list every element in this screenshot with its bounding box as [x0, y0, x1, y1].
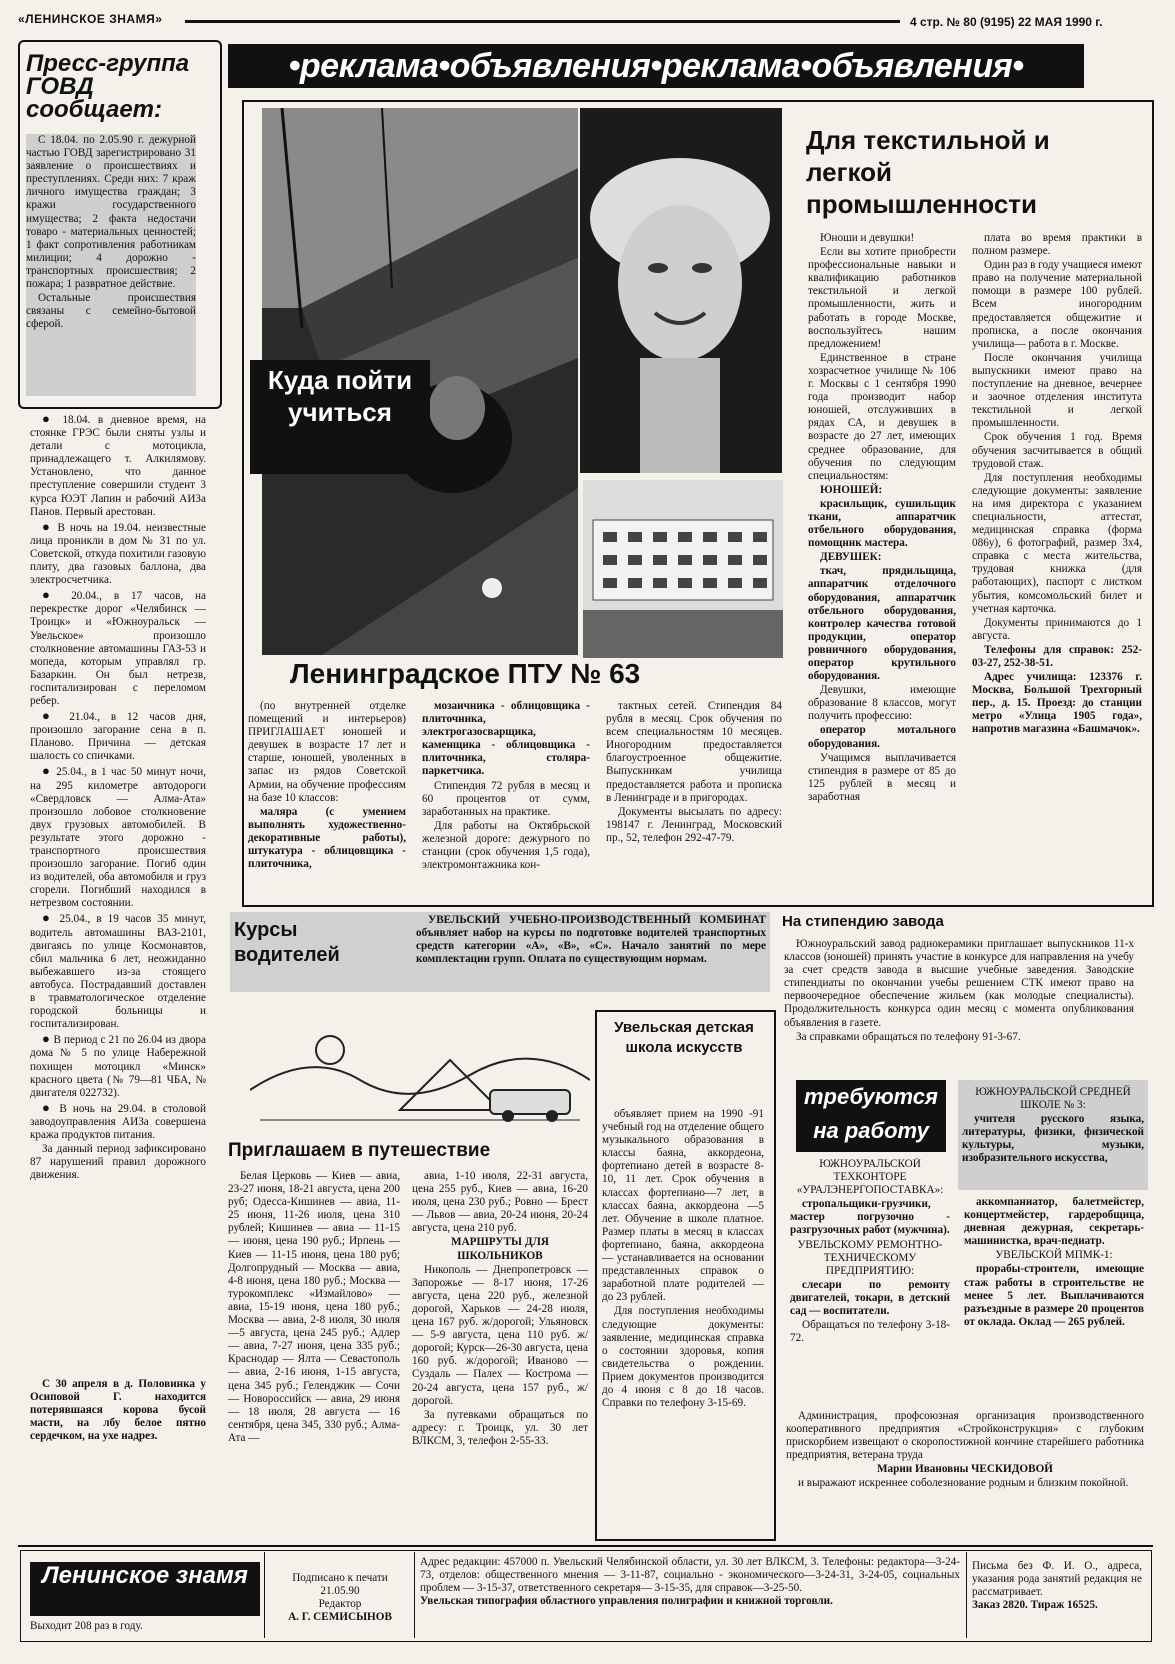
- pty-p: маляра (с умением выполнять художественно-декоративные работы), штукатура - облицовщика - плиточника,: [248, 805, 406, 871]
- lost-cow-notice: [30, 1378, 206, 1444]
- photo-building: [583, 480, 783, 658]
- signed-date: Подписано к печати 21.05.90: [292, 1572, 388, 1598]
- footer-freq: Выходит 208 раз в году.: [30, 1620, 143, 1632]
- footer-signed: [272, 1572, 408, 1624]
- pty-col1: [248, 700, 406, 896]
- travel-col2: [412, 1170, 588, 1540]
- press-summary: За данный период зафиксировано 87 нарушений правил дорожного движения.: [30, 1143, 206, 1182]
- jobs-p: аккомпаниатор, балетмейстер, концертмейстер, гардеробщица, дневная дежурная, секретарь-машинистка, врач-педиатр.: [964, 1196, 1144, 1248]
- jobs-school: [962, 1086, 1144, 1167]
- pty-title: Ленинградское ПТУ № 63: [290, 658, 641, 689]
- textile-p: оператор мотального оборудования.: [808, 724, 956, 750]
- footer-address: [420, 1556, 960, 1608]
- stipend-text: [784, 938, 1134, 1045]
- jobs-p: Обращаться по телефону 3-18-72.: [790, 1319, 950, 1345]
- textile-p: Документы принимаются до 1 августа.: [972, 616, 1142, 642]
- travel-school-heading: МАРШРУТЫ ДЛЯ ШКОЛЬНИКОВ: [451, 1236, 549, 1262]
- art-p: Для поступления необходимы следующие документы: заявление, медицинская справка о состоянии здоровья, копия свидетельства о рождении. Прием документов производится до 4 июня с 8 до 18 часов. Справки по телефону 3-15-69.: [602, 1305, 764, 1410]
- jobs-p: прорабы-строители, имеющие стаж работы в строительстве не менее 5 лет. Выплачиваются разъездные в размере 20 процентов от оклада. Оклад — 265 рублей.: [964, 1263, 1144, 1328]
- obituary: [786, 1410, 1144, 1492]
- art-p: объявляет прием на 1990 -91 учебный год на отделение общего музыкального образования в классы баяна, аккордеона, фортепиано детей в возрасте 8-10, 11 лет. Срок обучения в классах фортепиано—7 лет, в классах баяна, аккордеона —5 лет. Обучение в школе платное. Размер платы в месяц в классах фортепиано, баяна, аккордеона — устанавливается на основании представленных справок о заработной плате родителей — до 23 рублей.: [602, 1108, 764, 1304]
- textile-boys-label: ЮНОШЕЙ:: [820, 483, 883, 496]
- press-title: Пресс-группа ГОВД сообщает:: [26, 50, 190, 123]
- travel-col1: [228, 1170, 400, 1540]
- footer-divider: [966, 1552, 967, 1638]
- ads-banner: •реклама•объявления•реклама•объявления•: [228, 44, 1084, 88]
- textile-p: После окончания училища выпускники имеют право на поступление на дневное, вечернее и заочное отделения института текстильной и легкой промышленности.: [972, 351, 1142, 430]
- textile-p: Девушки, имеющие образование 8 классов, могут получить профессию:: [808, 684, 956, 723]
- press-item: ● 25.04., в 19 часов 35 минут, водитель автомашины ВАЗ-2101, двигаясь по улице Космонавтов, сбил мальчика 6 лет, неожиданно выбежавшего из-за стоящего автобуса. Пострадавший доставлен в травматологическое отделение городской больницы и госпитализирован.: [30, 910, 206, 1031]
- footer-rule: [18, 1545, 1153, 1547]
- kuda-pojti-label: Куда пойти учиться: [250, 360, 430, 474]
- travel-p: авиа, 1-10 июля, 22-31 августа, цена 255 руб., Киев — авиа, 16-20 июля, цена 230 руб.; Ровно — Брест — Львов — авиа, 20-24 июня, 20-24 августа, цена 210 руб.: [412, 1170, 588, 1235]
- jobs-col1: [790, 1158, 950, 1398]
- obit-name: Марии Ивановны ЧЕСКИДОВОЙ: [876, 1463, 1053, 1476]
- photo-girl: [580, 108, 782, 473]
- jobs-p: стропальщики-грузчики, мастер погрузочно - разгрузочных работ (мужчина).: [790, 1198, 950, 1237]
- textile-girls-label: ДЕВУШЕК:: [820, 551, 882, 564]
- jobs-p: ЮЖНОУРАЛЬСКОЙ ТЕХКОНТОРЕ «УРАЛЭНЕРГОПОСТАВКА»:: [796, 1158, 944, 1197]
- press-lead: С 18.04. по 2.05.90 г. дежурной частью ГОВД зарегистрировано 31 заявление о происшествиях и преступлениях. Среди них: 7 краж личного имущества граждан; 3 кражи государственного имущества; 2 факта недостачи товаро - материальных ценностей; 1 факт сопротивления работникам милиции; 4 дорожно - транспортных происшествия; 2 пожара; 1 развратное действие.: [26, 134, 196, 291]
- footer-divider: [414, 1552, 415, 1638]
- obit-p: и выражают искреннее соболезнование родным и близким покойной.: [798, 1477, 1129, 1490]
- newspaper-logo: Ленинское знамя: [30, 1562, 260, 1616]
- textile-phones: Телефоны для справок: 252-03-27, 252-38-51.: [972, 643, 1142, 669]
- pty-col3: [606, 700, 782, 896]
- stipend-phone: За справками обращаться по телефону 91-3-67.: [796, 1030, 1021, 1043]
- press-lead-bg: [26, 134, 196, 396]
- editorial-address: Адрес редакции: 457000 п. Увельский Челябинской области, ул. 30 лет ВЛКСМ, 3. Телефоны: редактора—3-24-73, отделов: общественного мнения — 3-11-87, социально - экономического—3-24-31, 3-24-05, социальных проблем — 3-15-37, ответственного секретаря— 3-15-35, для справок—3-25-50.: [420, 1556, 960, 1595]
- kursy-p: УВЕЛЬСКИЙ УЧЕБНО-ПРОИЗВОДСТВЕННЫЙ КОМБИНАТ объявляет набор на курсы по подготовке водителей транспортных средств категории «А», «В», «С». Начало занятий по мере комплектации групп. Оплата по существующим нормам.: [416, 914, 766, 966]
- textile-title: Для текстильной и легкой промышленности: [806, 125, 1050, 219]
- textile-girls: ткач, прядильщица, аппаратчик отделочного оборудования, аппаратчик отбельного оборудования, контролер качества готовой продукции, оператор ровничного оборудования, оператор крутильного оборудования.: [808, 565, 956, 683]
- jobs-p: слесари по ремонту двигателей, токари, в детский сад — воспитатели.: [790, 1278, 950, 1318]
- obit-p: Администрация, профсоюзная организация производственного кооперативного предприятия «Стройконструкция» с глубоким прискорбием извещают о скоропостижной кончине старейшего работника предприятия, ветерана труда: [786, 1410, 1144, 1462]
- textile-p: Единственное в стране хозрасчетное училище № 106 г. Москвы с 1 сентября 1990 года производит набор юношей, отслуживших в рядах СА, и девушек в возрасте до 27 лет, имеющих среднее образование, для обучения по следующим специальностям:: [808, 351, 956, 482]
- kursy-title: Курсы водителей: [234, 919, 340, 966]
- textile-p: Юноши и девушки!: [820, 232, 915, 244]
- textile-p: Для поступления необходимы следующие документы: заявление на имя директора с указанием специальности, аттестат, медицинская справка (форма 086у), 6 фотографий, размер 3х4, справка с места жительства, трудовая книжка (для работающих), паспорт с листком убытия, комсомольский билет и учетная карточка.: [972, 471, 1142, 615]
- header-rule: [185, 20, 900, 23]
- textile-col1: [808, 232, 956, 897]
- textile-p: Один раз в году учащиеся имеют право на получение материальной помощи в размере 100 рублей. Всем иногородним предоставляется общежитие и прописка, а после окончания училища— работа в г. Москве.: [972, 259, 1142, 350]
- press-lead2: Остальные происшествия связаны с семейно-бытовой сферой.: [26, 292, 196, 331]
- editor-name: А. Г. СЕМИСЫНОВ: [288, 1611, 392, 1624]
- jobs-p: УВЕЛЬСКОМУ РЕМОНТНО-ТЕХНИЧЕСКОМУ ПРЕДПРИЯТИЮ:: [797, 1238, 943, 1277]
- textile-boys: красильщик, сушильщик ткани, аппаратчик отбельного оборудования, помощник мастера.: [808, 497, 956, 550]
- footer-note: [972, 1560, 1142, 1612]
- press-item: ● В ночь на 19.04. неизвестные лица проникли в дом № 31 по ул. Советской, откуда похитили газовую плиту, два газовых баллона, два электросчетчика.: [30, 518, 206, 587]
- printer: Увельская типография областного управления полиграфии и книжной торговли.: [420, 1595, 833, 1608]
- textile-p: плата во время практики в полном размере.: [972, 232, 1142, 258]
- bus-landscape-drawing: [250, 1020, 590, 1130]
- jobs-p: УВЕЛЬСКОЙ МПМК-1:: [995, 1249, 1113, 1262]
- pty-p: мозаичника - облицовщика - плиточника, электрогазосварщика, каменщика - облицовщика - плиточника, столяра- паркетчика.: [422, 700, 590, 778]
- travel-p: За путевками обращаться по адресу: г. Троицк, ул. 30 лет ВЛКСМ, 3, телефон 2-55-33.: [412, 1408, 588, 1447]
- press-item: ● 21.04., в 12 часов дня, произошло загорание сена в п. Планово. Причина — детская шалость со спичками.: [30, 708, 206, 763]
- editor-label: Редактор: [318, 1598, 362, 1611]
- jobs-banner: требуются на работу: [796, 1080, 946, 1152]
- press-item: ● В ночь на 29.04. в столовой заводоуправления АИЗа совершена кража продуктов питания.: [30, 1099, 206, 1141]
- press-item: ● 18.04. в дневное время, на стоянке ГРЭС были сняты узлы и детали с мотоцикла, принадлежащего т. Алкилямову. Установлено, что данное преступление совершили студент 3 курса ЮЭТ Лапин и рабочий АИЗа Панов. Первый арестован.: [30, 412, 206, 518]
- jobs-school-heading: ЮЖНОУРАЛЬСКОЙ СРЕДНЕЙ ШКОЛЕ № 3:: [975, 1086, 1131, 1112]
- letters-note: Письма без Ф. И. О., адреса, указания рода занятий редакция не рассматривает.: [972, 1560, 1142, 1599]
- pty-p: Для работы на Октябрьской железной дороге: дежурного по станции (срок обучения 1,5 года), электромонтажника кон-: [422, 819, 590, 872]
- pty-col2: [422, 700, 590, 896]
- stipend-title: На стипендию завода: [782, 913, 944, 930]
- pty-p: (по внутренней отделке помещений и интерьеров) ПРИГЛАШАЕТ юношей и девушек в возрасте 17 лет и старше, юношей, уволенных в запас из рядов Советской Армии, на обучение профессиям на базе 10 классов:: [248, 700, 406, 804]
- textile-address: Адрес училища: 123376 г. Москва, Большой Трехгорный пер., д. 15. Проезд: до станции метро «Улица 1905 года», напротив магазина «Башмачок».: [972, 671, 1142, 736]
- textile-p: Срок обучения 1 год. Время обучения засчитывается в общий трудовой стаж.: [972, 431, 1142, 470]
- press-item: ● В период с 21 по 26.04 из двора дома № 5 по улице Набережной похищен мотоцикл «Минск» красного цвета (№ 79—81 ЧБА, № двигателя 022732).: [30, 1031, 206, 1099]
- textile-col2: [972, 232, 1142, 897]
- issue-info: 4 стр. № 80 (9195) 22 МАЯ 1990 г.: [910, 15, 1103, 29]
- order-info: Заказ 2820. Тираж 16525.: [972, 1599, 1098, 1612]
- textile-p: Учащимся выплачивается стипендия в размере от 85 до 125 рублей в месяц и заработная: [808, 751, 956, 803]
- press-items: [30, 412, 206, 1362]
- art-school-title: Увельская детская школа искусств: [614, 1019, 754, 1056]
- travel-p: Белая Церковь — Киев — авиа, 23-27 июня, 18-21 августа, цена 200 руб; Одесса-Кишинев — авиа, 11-25 июня, 11-26 июля, цена 310 рублей; Кишинев — авиа — 11-15 — июня, цена 190 руб.; Ирпень — Киев — 11-15 июня, цена 180 руб; Долгопрудный — Москва — авиа, 4-8 июня, цена 180 руб.; Москва — турокомплекс «Измайлово» — авиа, 15-19 июня, цена 180 руб.; Москва — авиа, 2-8 июля, 30 июля—5 августа, цена 245 руб.; Адлер — авиа, 7-27 июня, цена 335 руб.; Краснодар — Ялта — Севастополь — авиа, 2-16 июня, 1-15 августа, цена 345 руб.; Геленджик — Сочи — Новороссийск — авиа, 29 июня — 18 июля, 28 августа — 16 сентября, цена 345, 330 руб.; Алма-Ата —: [228, 1170, 400, 1444]
- pty-p: Документы высылать по адресу: 198147 г. Ленинград, Московский пр., 52, телефон 292-47-79.: [606, 805, 782, 844]
- pty-p: тактных сетей. Стипендия 84 рубля в месяц. Срок обучения по всем специальностям 10 месяцев. Иногородним предоставляется благоустроенное общежитие. Выпускникам училища предоставляется работа и прописка в Ленинграде и в пригородах.: [606, 700, 782, 804]
- textile-p: Если вы хотите приобрести профессиональные навыки и квалификацию работников текстильной и легкой промышленности, жить и работать в городе Москве, воспользуйтесь нашим предложением!: [808, 246, 956, 350]
- footer-divider: [264, 1552, 265, 1638]
- kursy-text: [416, 914, 766, 967]
- art-school-text: [602, 1108, 764, 1533]
- jobs-col2: [964, 1196, 1144, 1396]
- jobs-school-list: учителя русского языка, литературы, физики, физической культуры, музыки, изобразительного искусства,: [962, 1113, 1144, 1165]
- press-item: ● 20.04., в 17 часов, на перекрестке дорог «Челябинск — Троицк» и «Южноуральск — Увельское» произошло столкновение автомашины ГАЗ-53 и мопеда, которым управлял гр. Базаркин. Он был нетрезв, госпитализирован с переломом ребер.: [30, 587, 206, 707]
- travel-title: Приглашаем в путешествие: [228, 1140, 491, 1161]
- pty-p: Стипендия 72 рубля в месяц и 60 процентов от сумм, заработанных на практике.: [422, 779, 590, 818]
- stipend-p: Южноуральский завод радиокерамики приглашает выпускников 11-х классов (юношей) принять участие в конкурсе для направления на учебу за счет средств завода в высшие учебные заведения. Заводские стипендиаты по окончании учебы решением СТК имеют право на первоочередное обеспечение жильем (как молодые специалисты). Продолжительность конкурса один месяц с момента опубликования объявления в газете.: [784, 938, 1134, 1029]
- masthead-left: «ЛЕНИНСКОЕ ЗНАМЯ»: [18, 12, 163, 26]
- building-photo-illustration: [583, 480, 783, 658]
- lost-cow-text: С 30 апреля в д. Половинка у Осиповой Г. находится потерявшаяся корова бусой масти, на лбу белое пятно сердечком, на ухе надрез.: [30, 1378, 206, 1443]
- travel-p: Никополь — Днепропетровск — Запорожье — 8-17 июня, 17-26 августа, цена 220 руб., железной дорогой, Харьков — 24-28 июля, цена 167 руб. ж/дорогой; Ульяновск — 5-9 августа, цена 110 руб. ж/дорогой; Курск—26-30 августа, цена 160 руб. ж/дорогой; Иваново — Суздаль — Палех — Кострома — 20-24 августа, цена 157 руб., ж/дорогой.: [412, 1263, 588, 1407]
- girl-photo-illustration: [580, 108, 782, 473]
- press-item: ● 25.04., в 1 час 50 минут ночи, на 295 километре автодороги «Свердловск — Алма-Ата» произошло лобовое столкновение двух грузовых автомобилей. В результате этого дорожно - транспортного происшествия произошло загорание. Погиб один из водителей, оба автомобиля и груз сгорели. Погибший находился в нетрезвом состоянии.: [30, 763, 206, 910]
